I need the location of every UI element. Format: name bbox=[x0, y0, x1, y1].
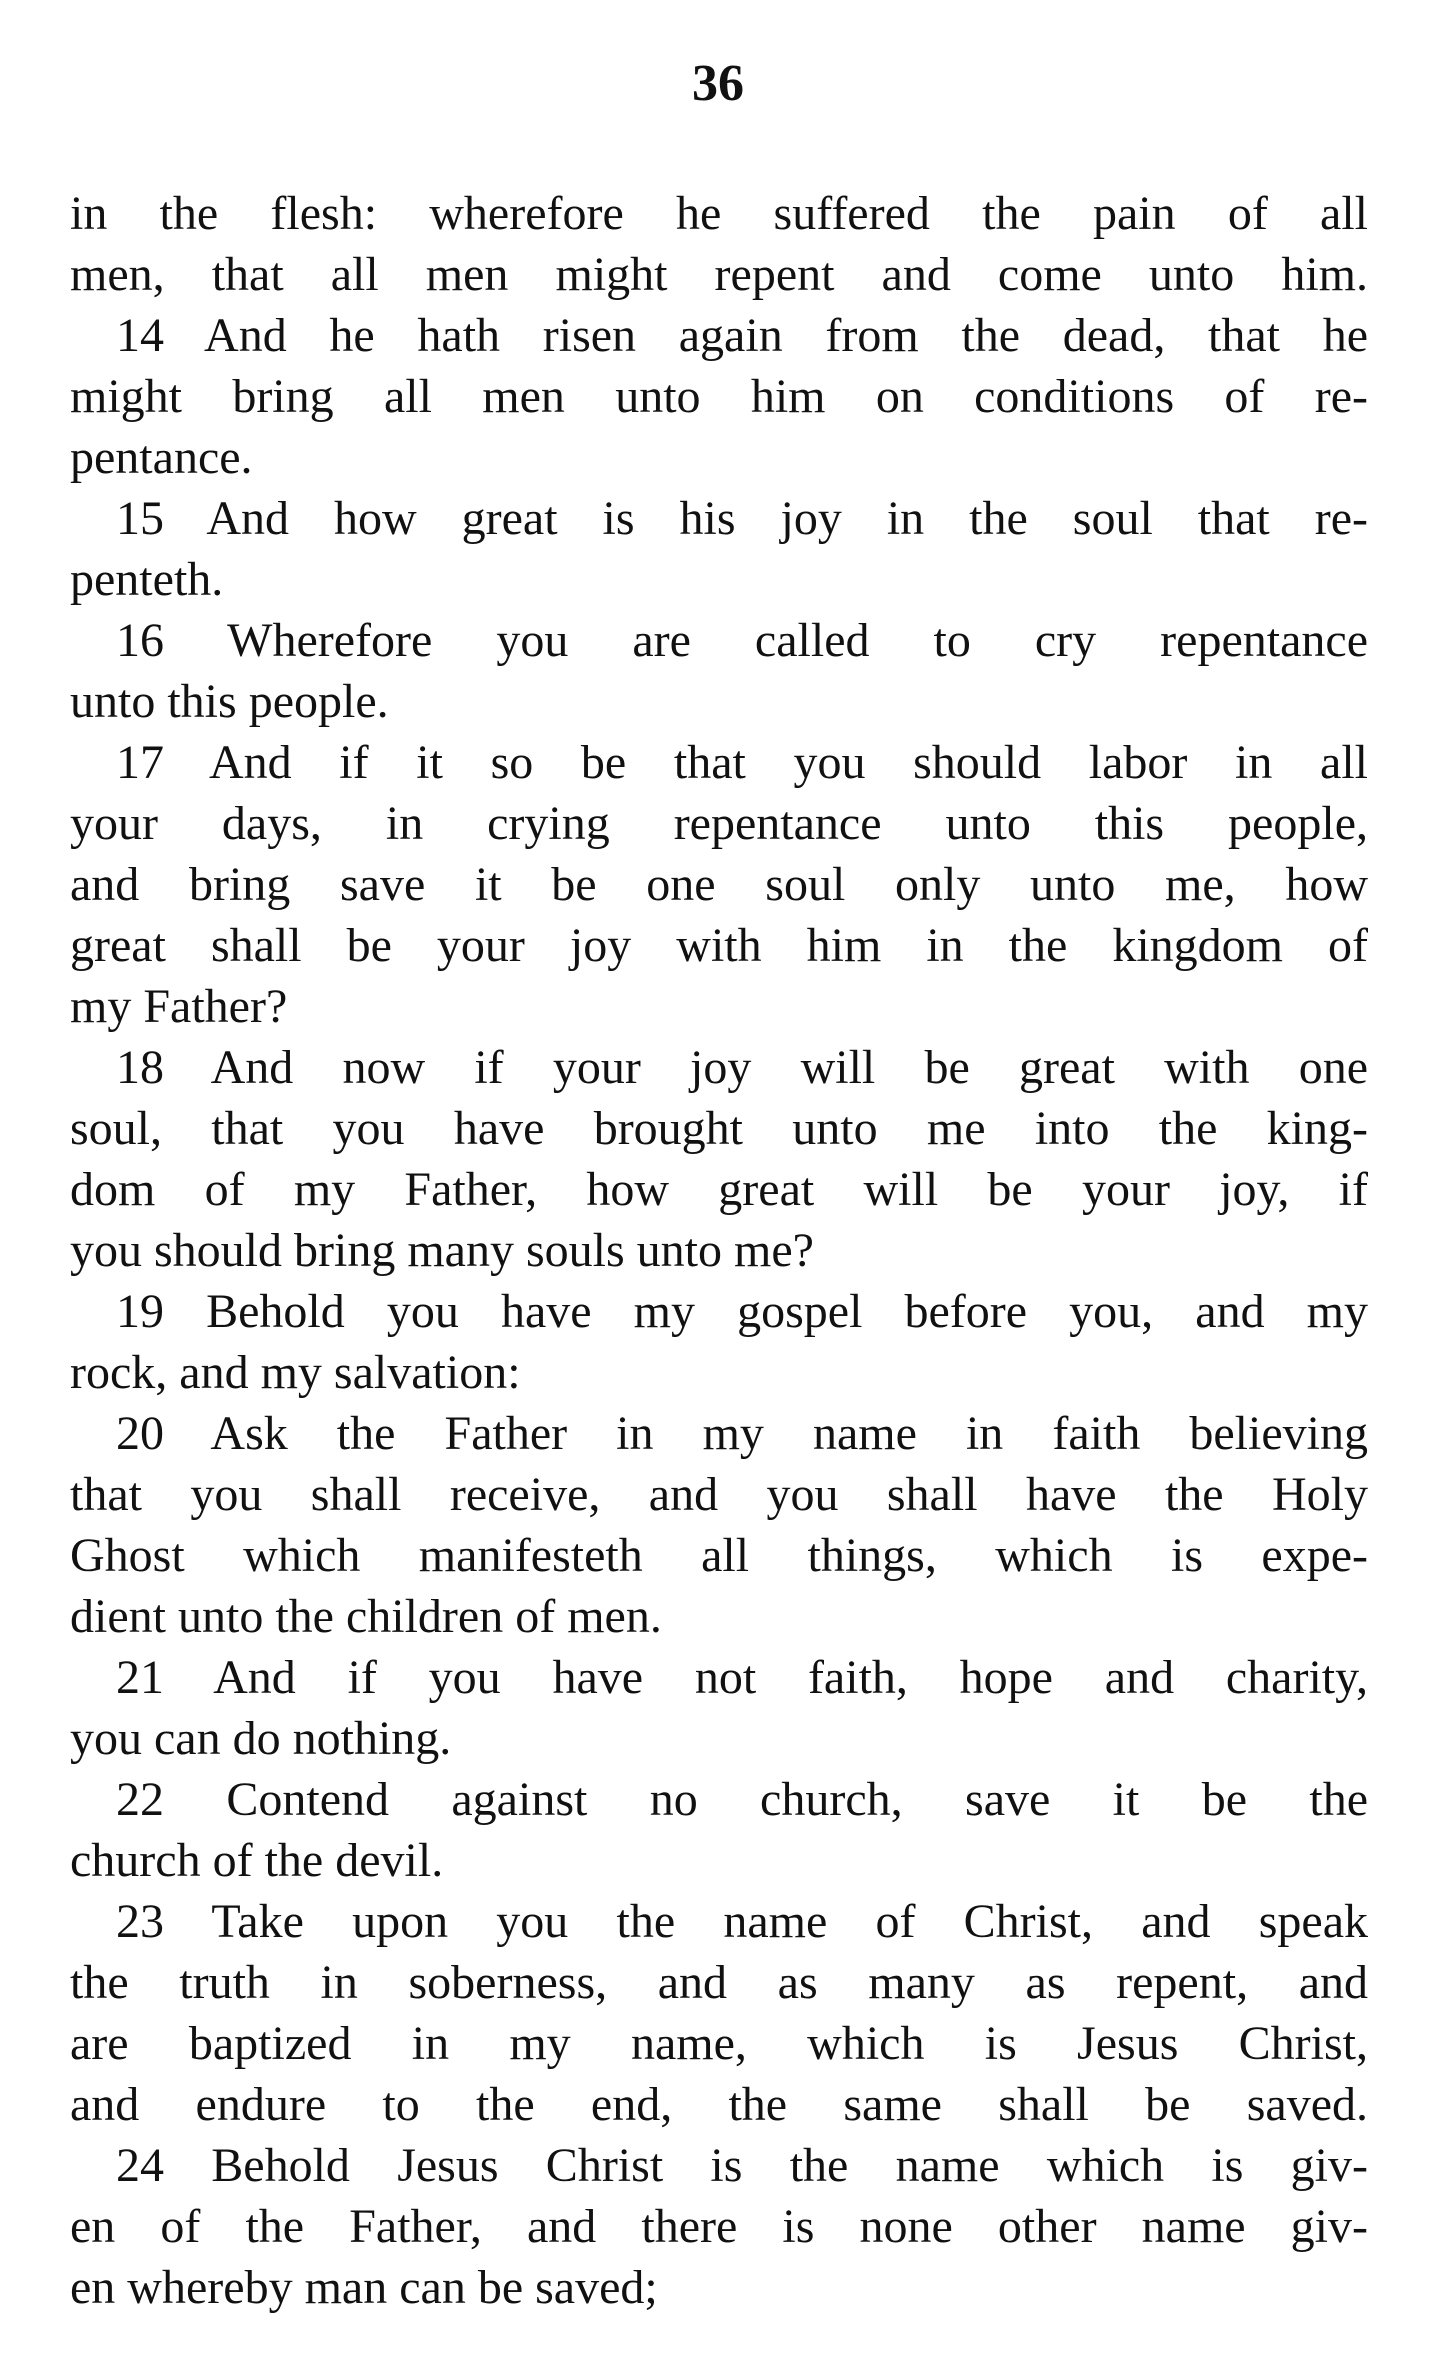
text-line: and endure to the end, the same shall be saved. bbox=[70, 2078, 1368, 2131]
text-line: rock, and my salvation: bbox=[70, 1346, 521, 1399]
text-line: en whereby man can be saved; bbox=[70, 2261, 658, 2314]
text-line: might bring all men unto him on conditions of re- bbox=[70, 370, 1368, 423]
text-line: church of the devil. bbox=[70, 1834, 444, 1887]
text-line: 17 And if it so be that you should labor in all bbox=[116, 736, 1368, 789]
text-line: unto this people. bbox=[70, 675, 389, 728]
text-line: Ghost which manifesteth all things, which is expe- bbox=[70, 1529, 1368, 1582]
text-line: 23 Take upon you the name of Christ, and speak bbox=[116, 1895, 1368, 1948]
text-line: 14 And he hath risen again from the dead, that he bbox=[116, 309, 1368, 362]
text-line: 20 Ask the Father in my name in faith believing bbox=[116, 1407, 1368, 1460]
text-line: that you shall receive, and you shall have the Holy bbox=[70, 1468, 1368, 1521]
text-line: dom of my Father, how great will be your joy, if bbox=[70, 1163, 1368, 1216]
text-line: 16 Wherefore you are called to cry repentance bbox=[116, 614, 1368, 667]
text-line: and bring save it be one soul only unto me, how bbox=[70, 858, 1368, 911]
text-line: my Father? bbox=[70, 980, 288, 1033]
text-line: 19 Behold you have my gospel before you, and my bbox=[116, 1285, 1368, 1338]
text-line: 22 Contend against no church, save it be the bbox=[116, 1773, 1368, 1826]
text-line: great shall be your joy with him in the kingdom of bbox=[70, 919, 1368, 972]
text-line: the truth in soberness, and as many as repent, and bbox=[70, 1956, 1368, 2009]
text-line: en of the Father, and there is none other name giv- bbox=[70, 2200, 1368, 2253]
text-line: dient unto the children of men. bbox=[70, 1590, 662, 1643]
text-line: 21 And if you have not faith, hope and charity, bbox=[116, 1651, 1368, 1704]
page-number: 36 bbox=[692, 55, 744, 112]
text-line: 24 Behold Jesus Christ is the name which is giv- bbox=[116, 2139, 1368, 2192]
body-text bbox=[70, 183, 1368, 2318]
text-line: you should bring many souls unto me? bbox=[70, 1224, 814, 1277]
text-line: your days, in crying repentance unto this people, bbox=[70, 797, 1368, 850]
text-line: are baptized in my name, which is Jesus Christ, bbox=[70, 2017, 1368, 2070]
text-line: you can do nothing. bbox=[70, 1712, 452, 1765]
text-line: 18 And now if your joy will be great with one bbox=[116, 1041, 1368, 1094]
text-line: pentance. bbox=[70, 431, 253, 484]
text-line: 15 And how great is his joy in the soul that re- bbox=[116, 492, 1368, 545]
text-line: soul, that you have brought unto me into the king- bbox=[70, 1102, 1368, 1155]
text-line: in the flesh: wherefore he suffered the pain of all bbox=[70, 187, 1368, 240]
text-line: men, that all men might repent and come unto him. bbox=[70, 248, 1368, 301]
text-line: penteth. bbox=[70, 553, 224, 606]
